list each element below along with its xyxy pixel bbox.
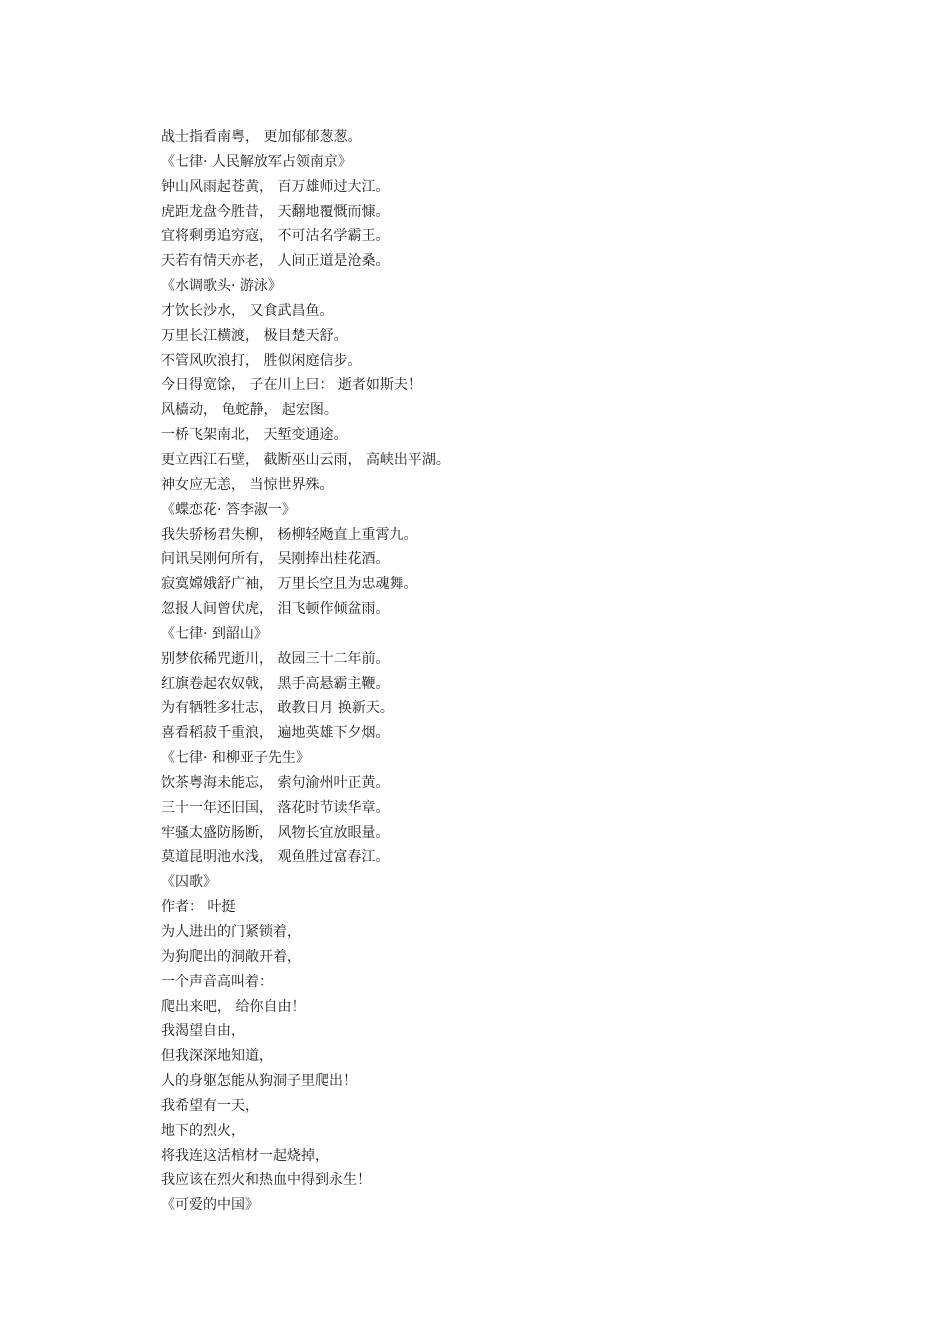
poem-title-line: 《七律· 到韶山》 xyxy=(161,625,268,642)
text-line: 我应该在烈火和热血中得到永生！ xyxy=(161,1172,371,1189)
text-line: 作者： 叶挺 xyxy=(161,899,236,916)
text-line: 爬出来吧， 给你自由！ xyxy=(161,998,306,1015)
text-line: 人的身躯怎能从狗洞子里爬出！ xyxy=(161,1073,357,1090)
text-line: 寂寞嫦娥舒广袖， 万里长空且为忠魂舞。 xyxy=(161,576,418,593)
text-line: 天若有情天亦老， 人间正道是沧桑。 xyxy=(161,253,390,270)
text-line: 不管风吹浪打， 胜似闲庭信步。 xyxy=(161,352,362,369)
text-line: 问讯吴刚何所有， 吴刚捧出桂花酒。 xyxy=(161,551,390,568)
text-line: 牢骚太盛防肠断， 风物长宜放眼量。 xyxy=(161,824,390,841)
text-line: 一个声音高叫着： xyxy=(161,973,273,990)
text-line: 战士指看南粤， 更加郁郁葱葱。 xyxy=(161,129,362,145)
text-line: 喜看稻菽千重浪， 遍地英雄下夕烟。 xyxy=(161,725,390,742)
text-line: 万里长江横渡， 极目楚天舒。 xyxy=(161,327,348,344)
text-line: 地下的烈火， xyxy=(161,1122,245,1139)
poem-text-block xyxy=(161,125,881,1218)
text-line: 我希望有一天， xyxy=(161,1097,259,1114)
text-line: 莫道昆明池水浅， 观鱼胜过富春江。 xyxy=(161,849,390,866)
poem-title-line: 《囚歌》 xyxy=(161,874,217,891)
text-line: 为狗爬出的洞敞开着， xyxy=(161,948,301,965)
text-line: 忽报人间曾伏虎， 泪飞顿作倾盆雨。 xyxy=(161,601,390,618)
text-line: 将我连这活棺材一起烧掉， xyxy=(161,1147,329,1164)
poem-title-line: 《蝶恋花· 答李淑一》 xyxy=(161,501,296,518)
text-line: 宜将剩勇追穷寇， 不可沽名学霸王。 xyxy=(161,228,390,245)
text-line: 我失骄杨君失柳， 杨柳轻飏直上重霄九。 xyxy=(161,526,418,543)
text-line: 三十一年还旧国， 落花时节读华章。 xyxy=(161,799,390,816)
text-line: 更立西江石壁， 截断巫山云雨， 高峡出平湖。 xyxy=(161,451,450,468)
text-line: 虎距龙盘今胜昔， 天翻地覆慨而慷。 xyxy=(161,203,390,220)
text-line: 神女应无恙， 当惊世界殊。 xyxy=(161,476,334,493)
text-line: 钟山风雨起苍黄， 百万雄师过大江。 xyxy=(161,178,390,195)
poem-title-line: 《可爱的中国》 xyxy=(161,1197,259,1214)
text-line: 红旗卷起农奴戟， 黑手高悬霸主鞭。 xyxy=(161,675,390,692)
text-line: 为人进出的门紧锁着， xyxy=(161,924,301,940)
text-line: 才饮长沙水， 又食武昌鱼。 xyxy=(161,302,334,319)
text-line: 今日得宽馀， 子在川上曰： 逝者如斯夫！ xyxy=(161,377,422,394)
text-line: 饮茶粤海未能忘， 索句渝州叶正黄。 xyxy=(161,774,390,791)
poem-title-line: 《七律· 和柳亚子先生》 xyxy=(161,750,310,767)
poem-title-line: 《水调歌头· 游泳》 xyxy=(161,278,282,295)
text-line: 风樯动， 龟蛇静， 起宏图。 xyxy=(161,402,338,419)
text-line: 我渴望自由， xyxy=(161,1023,245,1040)
poem-title-line: 《七律· 人民解放军占领南京》 xyxy=(161,153,352,170)
text-line: 为有牺牲多壮志， 敢教日月 换新天。 xyxy=(161,700,394,717)
text-line: 一桥飞架南北， 天堑变通途。 xyxy=(161,427,348,444)
text-line: 但我深深地知道， xyxy=(161,1048,273,1065)
text-line: 别梦依稀咒逝川， 故园三十二年前。 xyxy=(161,650,390,667)
